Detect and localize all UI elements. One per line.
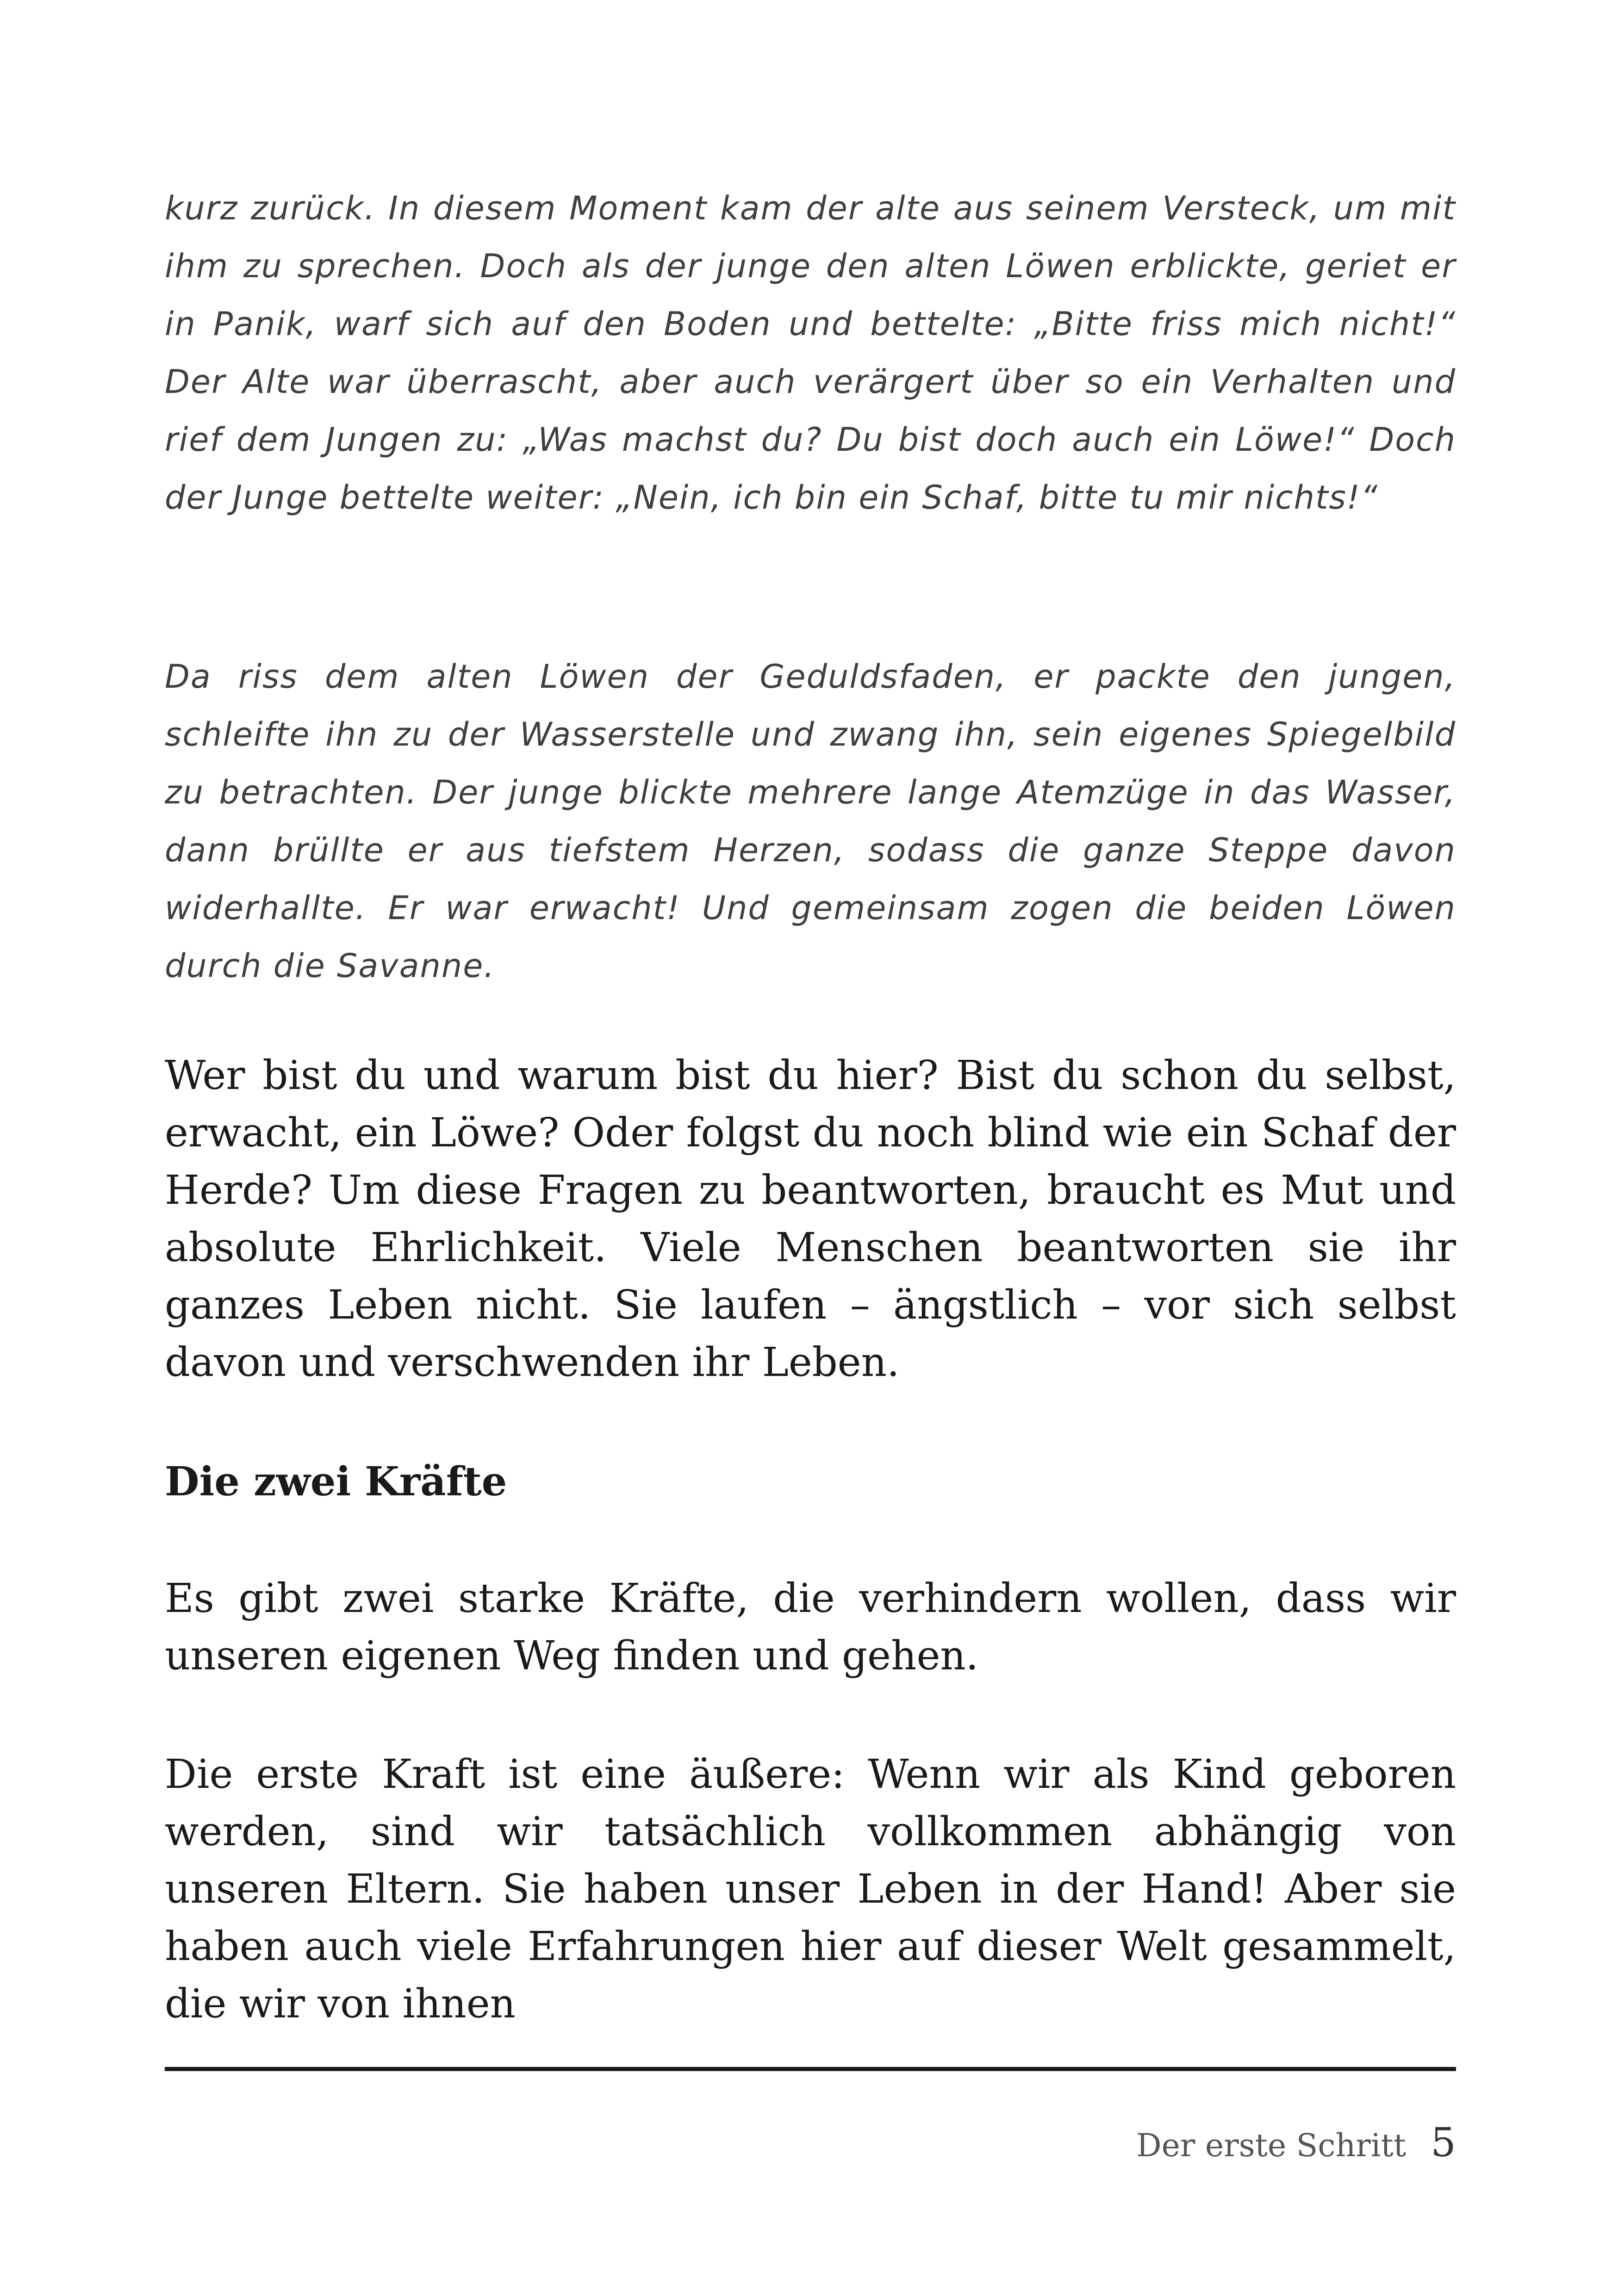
body-paragraph-2: Es gibt zwei starke Kräfte, die verhindern wollen, dass wir unseren eigenen Weg finden und gehen. — [165, 1575, 1456, 1679]
page-footer — [1136, 2120, 1456, 2166]
story-paragraph-1: kurz zurück. In diesem Moment kam der alte aus seinem Versteck, um mit ihm zu sprechen. Doch als der junge den alten Löwen erblickte, geriet er in Panik, warf sich auf den Boden und bettelte: „Bitte friss mich nicht!“ Der Alte war überrascht, aber auch verärgert über so ein Verhalten und rief dem Jungen zu: „Was machst du? Du bist doch auch ein Löwe!“ Doch der Junge bettelte weiter: „Nein, ich bin ein Schaf, bitte tu mir nichts!“ — [165, 189, 1456, 516]
body-paragraph-1: Wer bist du und warum bist du hier? Bist du schon du selbst, erwacht, ein Löwe? Oder folgst du noch blind wie ein Schaf der Herde? Um diese Fragen zu beantworten, braucht es Mut und absolute Ehrlichkeit. Viele Menschen beantworten sie ihr ganzes Leben nicht. Sie laufen – ängstlich – vor sich selbst davon und verschwenden ihr Leben. — [165, 1052, 1456, 1386]
page-number: 5 — [1431, 2120, 1456, 2166]
story-paragraph-2: Da riss dem alten Löwen der Geduldsfaden, er packte den jungen, schleifte ihn zu der Wasserstelle und zwang ihn, sein eigenes Spiegelbild zu betrachten. Der junge blickte mehrere lange Atemzüge in das Wasser, dann brüllte er aus tiefstem Herzen, sodass die ganze Steppe davon widerhallte. Er war erwacht! Und gemeinsam zogen die beiden Löwen durch die Savanne. — [165, 658, 1456, 985]
running-footer-chapter-title: Der erste Schritt — [1136, 2128, 1406, 2164]
body-paragraph-3: Die erste Kraft ist eine äußere: Wenn wir als Kind geboren werden, sind wir tatsächlich vollkommen abhängig von unseren Eltern. Sie haben unser Leben in der Hand! Aber sie haben auch viele Erfahrungen hier auf dieser Welt gesammelt, die wir von ihnen — [165, 1751, 1456, 2027]
footer-rule — [165, 2067, 1456, 2071]
section-heading: Die zwei Kräfte — [165, 1458, 507, 1505]
